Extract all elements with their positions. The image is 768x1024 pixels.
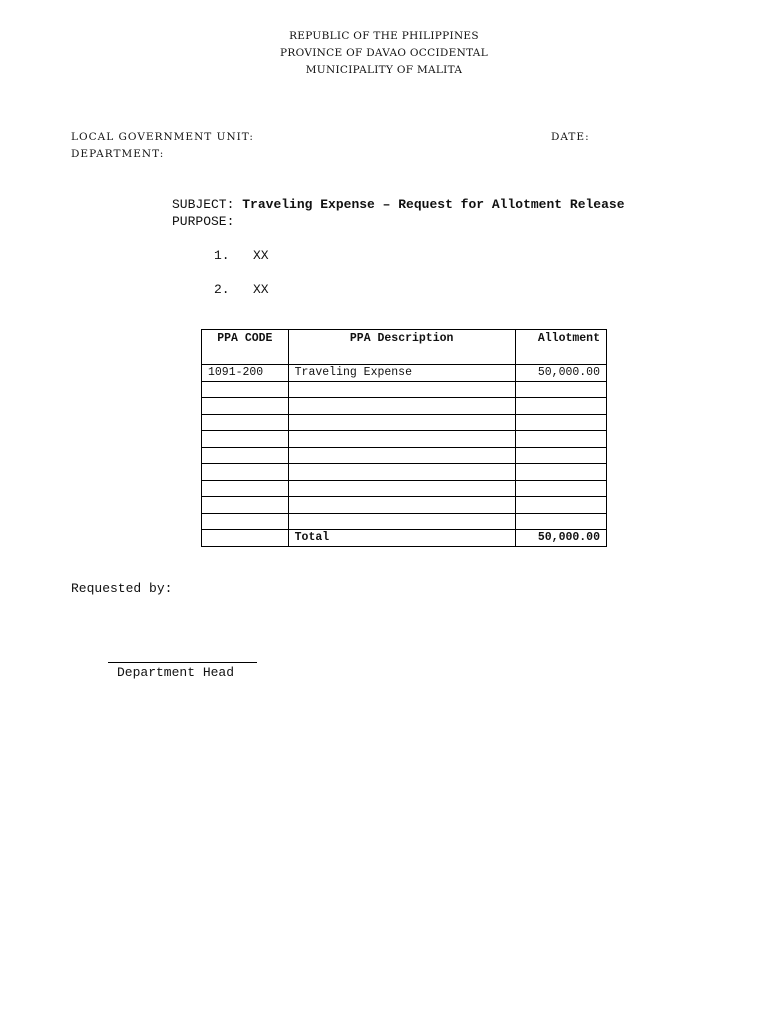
cell-ppa-description <box>288 398 515 415</box>
header-ppa-description: PPA Description <box>288 330 515 365</box>
cell-ppa-description <box>288 497 515 514</box>
purpose-item-number: 1. <box>214 248 230 263</box>
table-row <box>202 497 607 514</box>
purpose-label: PURPOSE: <box>172 214 235 229</box>
requested-by-label: Requested by: <box>71 581 173 596</box>
cell-allotment <box>515 431 606 448</box>
ppa-table <box>201 329 607 547</box>
subject-value: Traveling Expense – Request for Allotment Release <box>242 197 625 212</box>
cell-ppa-code <box>202 497 289 514</box>
cell-ppa-code: 1091-200 <box>202 365 289 382</box>
cell-allotment <box>515 414 606 431</box>
cell-ppa-description <box>288 431 515 448</box>
table-row <box>202 365 607 382</box>
table-row <box>202 381 607 398</box>
cell-ppa-code <box>202 381 289 398</box>
department-head-label: Department Head <box>117 665 235 680</box>
purpose-item-text: XX <box>253 248 269 263</box>
cell-total-code <box>202 530 289 547</box>
cell-allotment <box>515 447 606 464</box>
cell-allotment: 50,000.00 <box>515 365 606 382</box>
cell-ppa-description <box>288 513 515 530</box>
total-label: Total <box>288 530 515 547</box>
header-province: PROVINCE OF DAVAO OCCIDENTAL <box>280 47 488 59</box>
document-header <box>0 28 768 79</box>
date-label: DATE: <box>551 131 590 143</box>
cell-ppa-code <box>202 513 289 530</box>
subject-line <box>172 197 625 212</box>
total-row <box>202 530 607 547</box>
cell-ppa-code <box>202 398 289 415</box>
table-row <box>202 431 607 448</box>
cell-ppa-code <box>202 447 289 464</box>
table-header-row <box>202 330 607 365</box>
cell-ppa-description <box>288 447 515 464</box>
table-row <box>202 480 607 497</box>
header-republic: REPUBLIC OF THE PHILIPPINES <box>289 30 479 42</box>
cell-allotment <box>515 497 606 514</box>
purpose-item <box>214 282 269 297</box>
header-municipality: MUNICIPALITY OF MALITA <box>305 64 463 76</box>
table-row <box>202 464 607 481</box>
cell-ppa-code <box>202 414 289 431</box>
subject-label: SUBJECT: <box>172 197 235 212</box>
cell-ppa-code <box>202 464 289 481</box>
total-value: 50,000.00 <box>515 530 606 547</box>
cell-ppa-description: Traveling Expense <box>288 365 515 382</box>
cell-ppa-description <box>288 414 515 431</box>
header-allotment: Allotment <box>515 330 606 365</box>
header-ppa-code: PPA CODE <box>202 330 289 365</box>
cell-ppa-code <box>202 431 289 448</box>
purpose-item-number: 2. <box>214 282 230 297</box>
lgu-label: LOCAL GOVERNMENT UNIT: <box>71 131 254 143</box>
table-row <box>202 414 607 431</box>
signature-line <box>108 662 257 663</box>
cell-ppa-description <box>288 464 515 481</box>
cell-ppa-description <box>288 381 515 398</box>
cell-allotment <box>515 513 606 530</box>
cell-allotment <box>515 381 606 398</box>
cell-ppa-code <box>202 480 289 497</box>
purpose-item-text: XX <box>253 282 269 297</box>
purpose-item <box>214 248 269 263</box>
table-row <box>202 398 607 415</box>
cell-allotment <box>515 398 606 415</box>
table-row <box>202 513 607 530</box>
cell-allotment <box>515 464 606 481</box>
table-row <box>202 447 607 464</box>
department-label: DEPARTMENT: <box>71 148 165 160</box>
cell-allotment <box>515 480 606 497</box>
cell-ppa-description <box>288 480 515 497</box>
